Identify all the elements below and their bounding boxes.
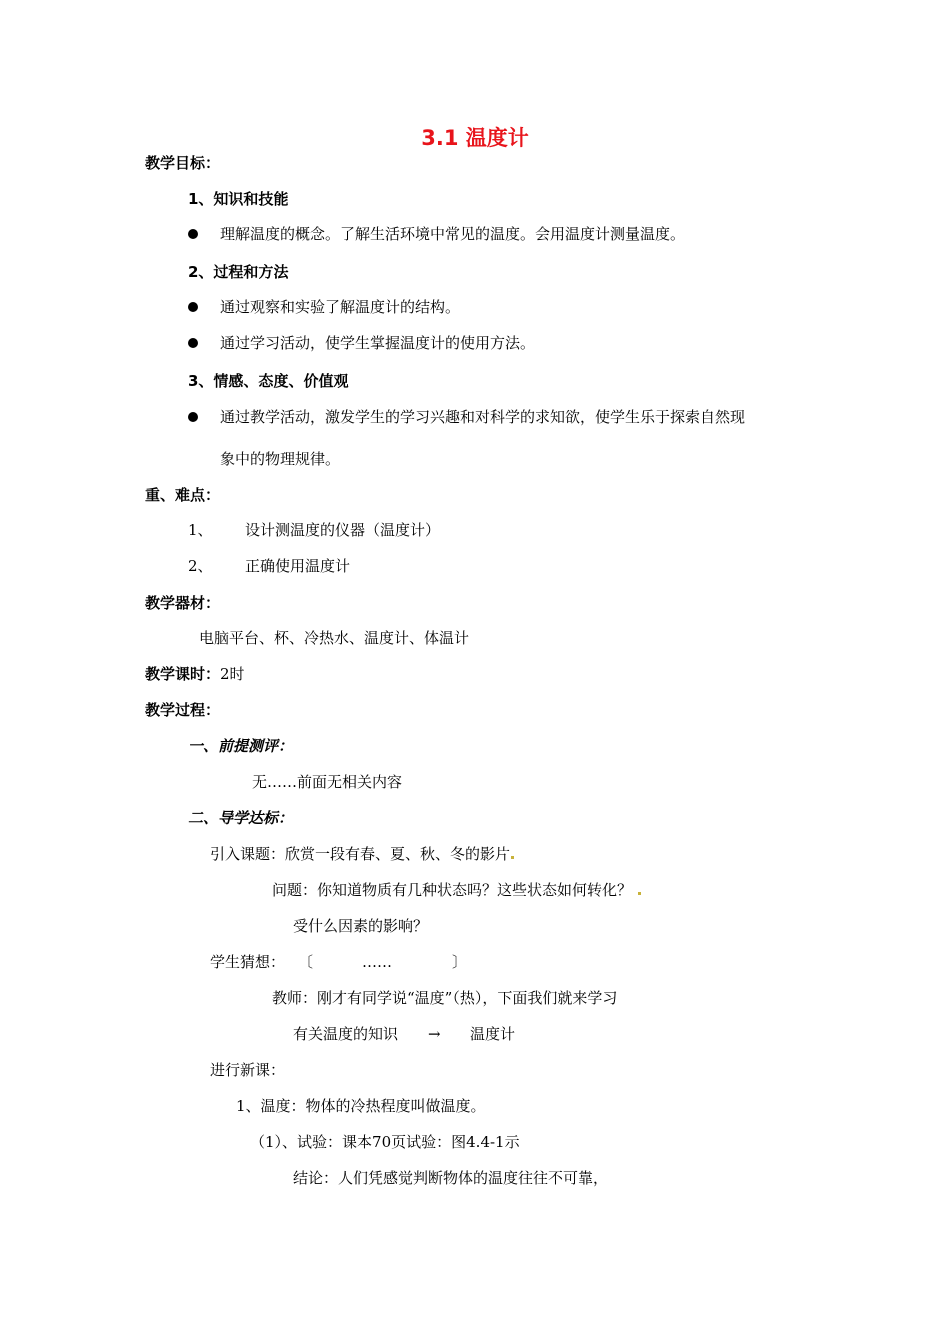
conclusion-line: 结论：人们凭感觉判断物体的温度往往不可靠， [293, 1169, 609, 1187]
bullet-icon [188, 229, 198, 239]
intro-text: 引入课题：欣赏一段有春、夏、秋、冬的影片 [210, 845, 511, 863]
bullet-icon [188, 302, 198, 312]
hours-value: 2时 [220, 665, 245, 683]
part1-heading: 一、前提测评： [188, 737, 294, 755]
guess-label: 学生猜想： [210, 953, 286, 971]
teacher-line2-a: 有关温度的知识 [293, 1025, 399, 1043]
hours-line [145, 664, 245, 684]
objectives-section3-heading: 3、情感、态度、价值观 [188, 372, 349, 390]
question-line1 [272, 880, 641, 900]
objectives-section2-heading: 2、过程和方法 [188, 263, 289, 281]
new-lesson-label: 进行新课： [210, 1061, 286, 1079]
part1-text: 无……前面无相关内容 [252, 773, 403, 791]
objectives-heading: 教学目标： [145, 154, 221, 172]
intro-line [210, 844, 514, 864]
document-title: 3.1 温度计 [421, 126, 529, 150]
question-line2: 受什么因素的影响？ [293, 917, 429, 935]
guess-open-bracket: 〔 [298, 953, 314, 971]
key-point-text: 设计测温度的仪器（温度计） [245, 521, 441, 539]
key-point-number: 1、 [188, 521, 213, 539]
objectives-section1-heading: 1、知识和技能 [188, 190, 289, 208]
key-points-heading: 重、难点： [145, 486, 221, 504]
part2-heading: 二、导学达标： [188, 809, 294, 827]
experiment-line: （1）、试验：课本70页试验：图4.4-1示 [250, 1133, 520, 1151]
process-heading: 教学过程： [145, 701, 221, 719]
key-point-text: 正确使用温度计 [245, 557, 351, 575]
bullet-icon [188, 412, 198, 422]
equipment-text: 电脑平台、杯、冷热水、温度计、体温计 [199, 629, 470, 647]
mark-dot-icon [638, 892, 641, 895]
objective-item: 通过观察和实验了解温度计的结构。 [220, 298, 461, 316]
question-text: 问题：你知道物质有几种状态吗？这些状态如何转化？ [272, 881, 633, 899]
bullet-icon [188, 338, 198, 348]
hours-heading: 教学课时： [145, 665, 221, 683]
guess-close-bracket: 〕 [452, 953, 468, 971]
key-point-number: 2、 [188, 557, 213, 575]
objective-item-line1: 通过教学活动，激发学生的学习兴趣和对科学的求知欲，使学生乐于探索自然现 [220, 408, 746, 426]
arrow-right-icon: → [428, 1025, 441, 1043]
teacher-line1: 教师：刚才有同学说“温度”（热），下面我们就来学习 [272, 989, 618, 1007]
teacher-line2-b: 温度计 [470, 1025, 516, 1043]
objective-item: 理解温度的概念。了解生活环境中常见的温度。会用温度计测量温度。 [220, 225, 686, 243]
mark-dot-icon [511, 856, 514, 859]
guess-dots: …… [362, 953, 392, 971]
objective-item-line2: 象中的物理规律。 [220, 450, 341, 468]
temperature-definition: 1、温度：物体的冷热程度叫做温度。 [236, 1097, 486, 1115]
objective-item: 通过学习活动，使学生掌握温度计的使用方法。 [220, 334, 536, 352]
equipment-heading: 教学器材： [145, 594, 221, 612]
